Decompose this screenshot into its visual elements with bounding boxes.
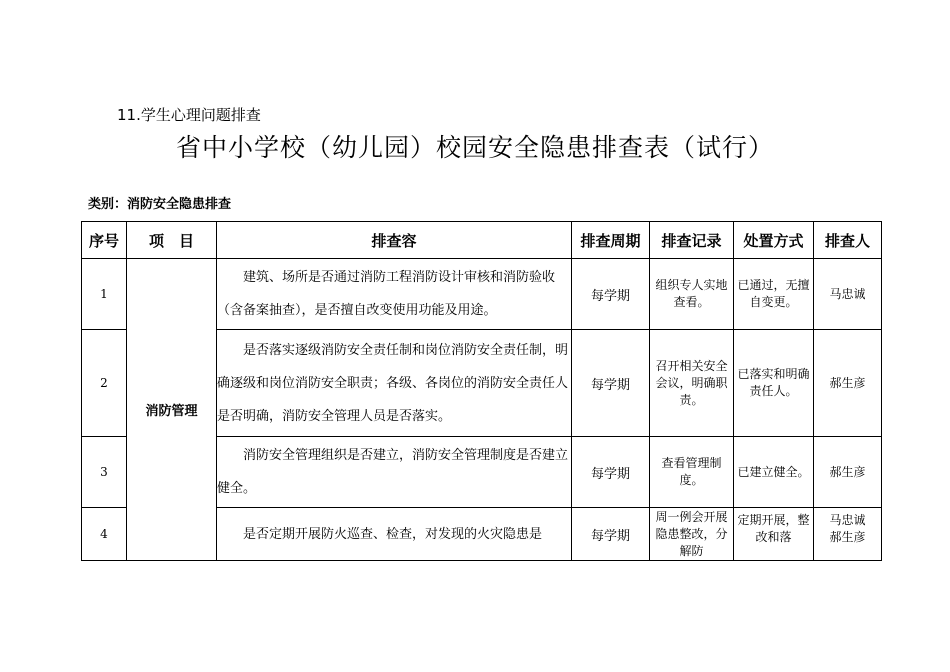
row-number: 4 [82,508,127,561]
inspection-table [81,221,882,561]
handling-method: 已通过，无擅自变更。 [734,259,814,330]
check-content-text: 建筑、场所是否通过消防工程消防设计审核和消防验收（含备案抽查），是否擅自改变使用功能及用途。 [217,270,556,318]
header-cycle: 排查周期 [572,222,650,259]
check-content [217,259,572,330]
handling-method: 已建立健全。 [734,437,814,508]
document-title: 省中小学校（幼儿园）校园安全隐患排查表（试行） [175,133,774,162]
inspector: 郝生彦 [814,437,882,508]
check-cycle: 每学期 [572,330,650,437]
check-content [217,508,572,561]
inspector [814,508,882,561]
inspector: 郝生彦 [814,330,882,437]
header-method: 处置方式 [734,222,814,259]
header-serial: 序号 [82,222,127,259]
row-number: 3 [82,437,127,508]
header-project: 项 目 [127,222,217,259]
check-content [217,437,572,508]
check-cycle: 每学期 [572,437,650,508]
header-inspector: 排查人 [814,222,882,259]
header-record: 排查记录 [650,222,734,259]
project-cell: 消防管理 [127,259,217,561]
check-content-text: 是否落实逐级消防安全责任制和岗位消防安全责任制，明确逐级和岗位消防安全职责；各级、各岗位的消防安全责任人是否明确，消防安全管理人员是否落实。 [217,342,569,424]
inspector-text: 马忠诚郝生彦 [829,513,866,544]
check-content [217,330,572,437]
handling-method [734,508,814,561]
row-number: 2 [82,330,127,437]
inspector: 马忠诚 [814,259,882,330]
check-record [650,508,734,561]
table-header-row [82,222,882,259]
check-cycle: 每学期 [572,259,650,330]
row-number: 1 [82,259,127,330]
category-label: 类别：消防安全隐患排查 [88,197,232,212]
check-content-text: 是否定期开展防火巡查、检查，对发现的火灾隐患是 [243,526,543,542]
handling-method-text: 定期开展，整改和落 [737,513,810,544]
header-content: 排查容 [217,222,572,259]
check-record: 查看管理制度。 [650,437,734,508]
section-heading: 11.学生心理问题排查 [117,106,261,124]
handling-method: 已落实和明确责任人。 [734,330,814,437]
check-record-text: 周一例会开展隐患整改，分解防 [655,510,728,558]
table-row [82,259,882,330]
check-content-text: 消防安全管理组织是否建立，消防安全管理制度是否建立健全。 [217,448,569,496]
check-record: 召开相关安全会议，明确职责。 [650,330,734,437]
check-record: 组织专人实地查看。 [650,259,734,330]
check-cycle: 每学期 [572,508,650,561]
